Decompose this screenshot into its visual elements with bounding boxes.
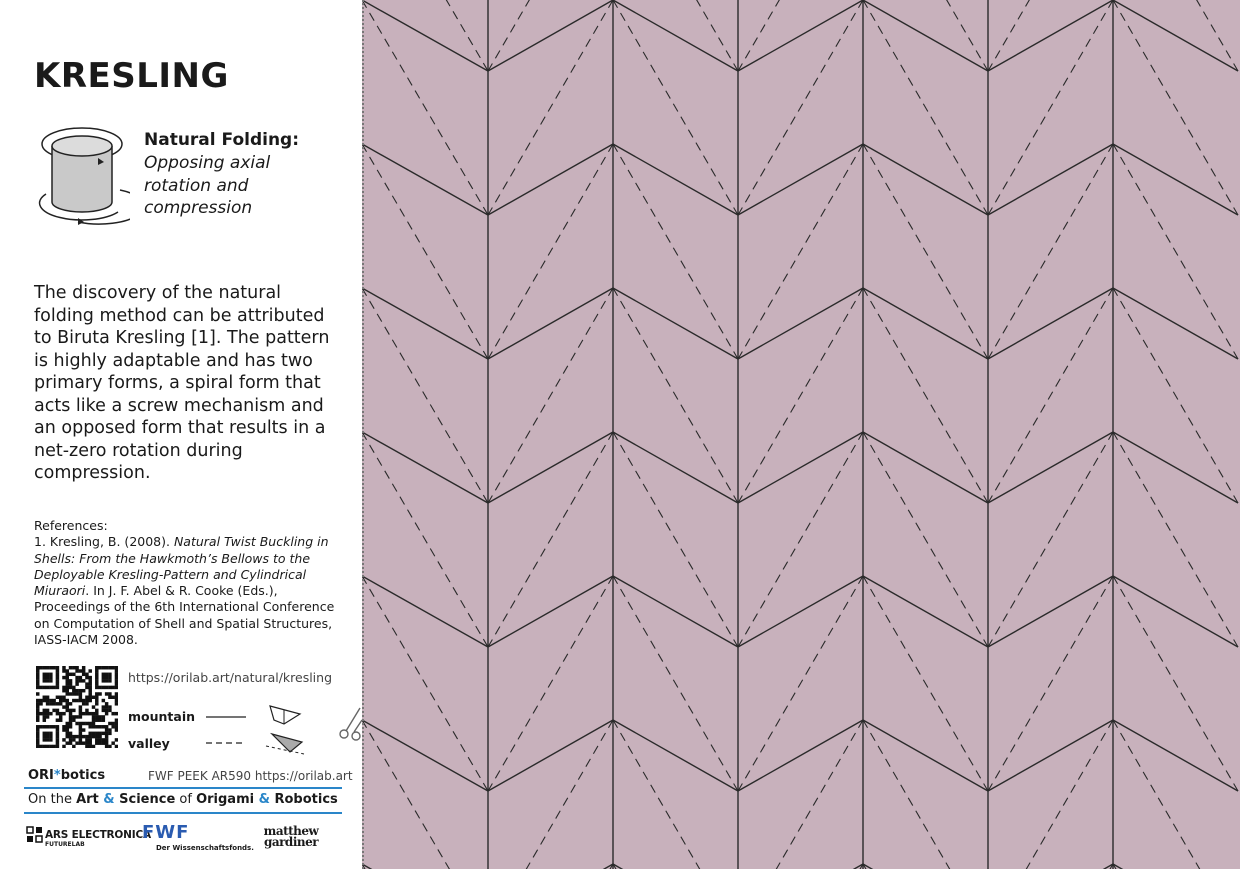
natural-folding-text	[144, 152, 344, 220]
mg-line: gardiner	[263, 835, 319, 849]
divider	[24, 812, 342, 814]
page-title: KRESLING	[34, 56, 229, 96]
references	[34, 518, 339, 648]
tagline-part: On the	[28, 792, 77, 807]
matthew-gardiner-logo	[246, 826, 336, 848]
tagline-part: Science	[119, 792, 176, 807]
natural-folding-heading: Natural Folding:	[144, 130, 300, 150]
grant-info: FWF PEEK AR590 https://orilab.art	[148, 769, 353, 783]
ars-electronica-subtext: FUTURELAB	[45, 841, 85, 848]
tagline-part: Robotics	[274, 792, 338, 807]
reference-title: Natural Twist Buckling in Shells: From the Hawkmoth’s Bellows to the Deployable Kresling-Pattern and Cylindrical Miuraori	[34, 534, 329, 599]
cut-line	[362, 0, 364, 869]
qr-code-icon[interactable]	[36, 666, 118, 748]
tagline-part: Art	[76, 792, 99, 807]
ars-electronica-logo	[26, 826, 151, 848]
divider	[24, 787, 342, 789]
legend-valley-label: valley	[128, 736, 170, 751]
legend-mountain-label: mountain	[128, 709, 196, 724]
references-label: References:	[34, 518, 108, 533]
natural-folding-line: Opposing axial	[144, 153, 271, 173]
ars-electronica-text: ARS ELECTRONICA	[45, 829, 151, 841]
brand-asterisk: *	[53, 768, 61, 783]
project-url-link[interactable]: https://orilab.art/natural/kresling	[128, 670, 333, 685]
tagline-part: &	[254, 792, 275, 807]
brand-part: ORI	[28, 768, 54, 783]
brand-part: botics	[60, 768, 106, 783]
tagline	[28, 792, 338, 807]
crease-pattern	[362, 0, 1240, 869]
fwf-logo	[142, 822, 254, 852]
oribotics-brand	[28, 768, 105, 783]
tagline-part: Origami	[196, 792, 255, 807]
description-paragraph: The discovery of the natural folding method can be attributed to Biruta Kresling [1]. The pattern is highly adaptable and has two primary forms, a spiral form that acts like a screw mechanism and an opposed form that results in a net-zero rotation during compression.	[34, 283, 330, 483]
tagline-part: of	[175, 792, 197, 807]
info-panel	[0, 0, 362, 869]
fold-legend-icon	[200, 700, 310, 756]
reference-rest: . In J. F. Abel & R. Cooke (Eds.), Proceedings of the 6th International Conference on Computation of Shell and Spatial Structures, IASS-IACM 2008.	[34, 583, 335, 648]
tagline-part: &	[98, 792, 120, 807]
mg-line: matthew	[263, 824, 319, 838]
rotating-cylinder-icon	[38, 124, 130, 230]
fwf-text: FWF	[142, 822, 190, 843]
fwf-subtext: Der Wissenschaftsfonds.	[156, 844, 254, 852]
natural-folding-line: compression	[144, 198, 253, 218]
natural-folding-line: rotation and	[144, 175, 249, 196]
reference-lead: 1. Kresling, B. (2008).	[34, 534, 174, 550]
ars-electronica-icon	[26, 826, 43, 843]
scissors-icon	[336, 706, 364, 742]
